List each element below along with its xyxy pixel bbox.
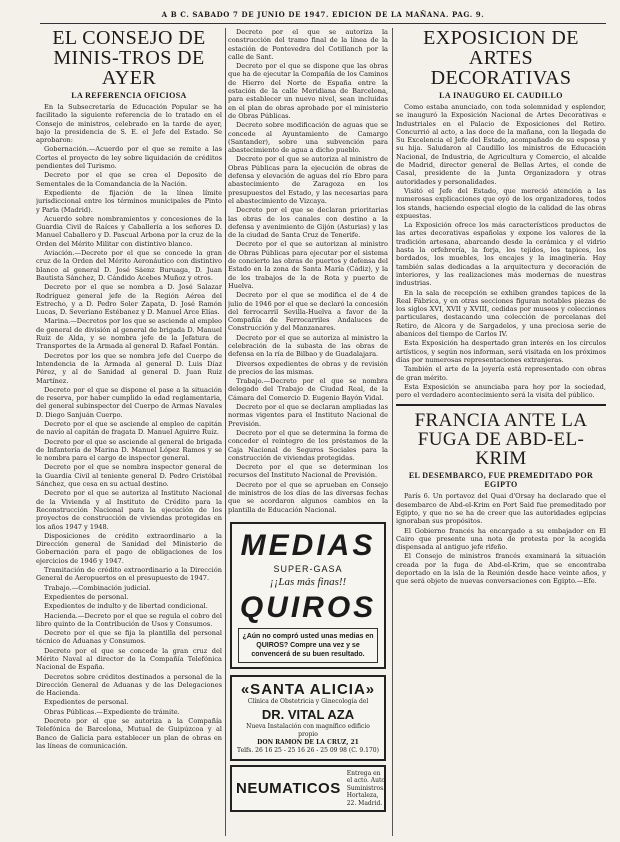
ad-neumaticos bbox=[230, 765, 386, 813]
section-divider bbox=[396, 404, 606, 406]
ad-slogan: ¡¡Las más finas!! bbox=[269, 575, 347, 588]
article-paragraph: Decreto por el que se asciende al empleo de capitán de navío al capitán de fragata D. Manuel Aguirre Ruiz. bbox=[36, 419, 222, 437]
article-paragraph: Decreto por el que se crea el Deposito de Sementales de la Comandancia de la Nación. bbox=[36, 171, 222, 188]
column-consejo bbox=[36, 28, 222, 836]
ad-neum-name: NEUMATICOS bbox=[236, 780, 341, 798]
ad-clinic-name: «SANTA ALICIA» bbox=[240, 680, 376, 698]
article-paragraph: Decreto por el que se declaran prioritarias las obras de los canales con destino a la defensa y avenimiento de Gijón (Asturias) y las de la ciudad de Santa Cruz de Tenerife. bbox=[228, 206, 388, 240]
ad-title: MEDIAS bbox=[240, 528, 376, 562]
article-paragraph: Expedientes de indulto y de libertad condicional. bbox=[44, 602, 208, 611]
article-body-exposicion bbox=[396, 103, 606, 399]
ad-clinic-line: Clínica de Obstetricia y Ginecología del bbox=[247, 697, 369, 705]
headline-consejo: EL CONSEJO DE MINIS-TROS DE AYER bbox=[52, 28, 206, 89]
article-paragraph: Expediente de fijación de la línea límite jurisdiccional entre los términos municipales de Pinto y Parla (Madrid). bbox=[36, 188, 222, 214]
article-paragraph: En la Subsecretaría de Educación Popular se ha facilitado la siguiente referencia de lo tratado en el Consejo de ministros, celebrado en la tarde de ayer, bajo la presidencia de S. E. el Jefe del Estado. Se aprobaron: bbox=[36, 103, 222, 145]
article-paragraph: Esta Exposición ha despertado gran interés en los círculos artísticos, y según nos informan, será visitada en los próximos días por numerosas representaciones extranjeras. bbox=[396, 339, 606, 364]
ad-neum-line: Entrega en el acto. Auto Suministros. bbox=[346, 769, 386, 792]
article-paragraph: La Exposición ofrece los más característicos productos de las artes decorativas españolas y expone los valores de la tradición artesana, abarcando desde la cerámica y el vidrio hasta la orfebrería, la forja, los tejidos, los tapices, los bordados, los muebles, los encajes y la imaginería. Hay también salas dedicadas a la arquitectura y decoración de interiores, y las realizaciones más modernas de nuestras industrias. bbox=[396, 221, 606, 288]
article-paragraph: También el arte de la joyería está representado con obras de gran mérito. bbox=[396, 365, 606, 382]
article-paragraph: Gobernación.—Acuerdo por el que se remite a las Cortes el proyecto de ley sobre liquidación de créditos pendientes del Turismo. bbox=[36, 145, 222, 171]
article-paragraph: Decreto por el que se nombra a D. José Salazar Rodríguez general jefe de la Región Aérea del Estrecho, y a D. Pedro Soler Zapata, D. José Ramón Lucas, D. Severiano Estébanez y D. Manuel Arce Elías. bbox=[36, 283, 222, 317]
ad-clinic-phones: Telfs. 26 16 25 - 25 16 26 - 25 09 98 (C. 9.170) bbox=[237, 746, 379, 754]
article-paragraph: Decreto por el que se autoriza al ministro la celebración de la subasta de las obras de defensa en la ría de Bilbao y de Guadalajara. bbox=[228, 333, 388, 359]
article-paragraph: Decreto por el que se autoriza la construcción del tramo final de la línea de la estación de Pontevedra del Cotillanch por la calle de Sant. bbox=[228, 28, 388, 61]
article-paragraph: Decreto por el que se autorizan al ministro de Obras Públicas para ejecutar por el sistema de concierto las obras de puertos y defensa del Estado en la zona de Santa María (Cádiz), y la de los trabajos de la de Rota y puerto de Huelva. bbox=[228, 240, 388, 290]
article-paragraph: Decreto por el que se nombra inspector general de la Guardia Civil al teniente general D. Pedro Cristóbal Sánchez, que cesa en su actual destino. bbox=[36, 463, 222, 489]
article-paragraph: Decreto por el que se dispone que las obras que ha de ejecutar la Compañía de los Caminos de Hierro del Norte de España entre la estación de la calle Meridiana de Barcelona, para establecer un nuevo nivel, sean incluidas en el plan de obras aprobado por el ministerio de Obras Públicas. bbox=[228, 62, 388, 120]
article-paragraph: Disposiciones de crédito extraordinario a la Dirección general de Sanidad del Ministerio de Gobernación para el pago de obligaciones de los ejercicios de 1946 y 1947. bbox=[36, 531, 222, 565]
article-paragraph: Decreto sobre modificación de aguas que se concede al Ayuntamiento de Camargo (Santander), sobre una subvención para abastecimiento de agua a dicho pueblo. bbox=[228, 121, 388, 155]
article-paragraph: Trabajo.—Decreto por el que se nombra delegado del Trabajo de Ciudad Real, de la Cámara del Comercio D. Eugenio Bayón Vidal. bbox=[228, 377, 388, 402]
article-paragraph: Decreto por el que se determina la forma de conceder el reintegro de los préstamos de la Caja Nacional de Seguros Sociales para la construcción de viviendas protegidas. bbox=[228, 428, 388, 462]
ad-clinic-line: Nueva Instalación con magnífico edificio propio bbox=[246, 722, 370, 738]
article-paragraph: Obras Públicas.—Expediente de trámite. bbox=[44, 707, 180, 716]
article-paragraph: Esta Exposición se anunciaba para hoy por la sociedad, pero el verdadero acontecimiento será la visita del público. bbox=[396, 382, 606, 400]
article-paragraph: El Gobierno francés ha encargado a su embajador en El Cairo que presente una nota de protesta por la acogida dispensada al antiguo jefe rifeño. bbox=[396, 526, 606, 552]
column-exposicion bbox=[396, 28, 606, 836]
article-body-francia bbox=[396, 492, 606, 585]
article-paragraph: Decretos por los que se nombra jefe del Cuerpo de Intendencia de la Armada al general D. Luis Díaz Pérez, y al de Sanidad al general D. Juan Ruiz Martínez. bbox=[36, 351, 222, 385]
article-paragraph: Marina.—Decretos por los que se asciende al empleo de general de división al general de brigada D. Manuel Ruiz de Alda, y se nombra jefe de la Jefatura de Transportes de la Armada al general D. Rafael Fontán. bbox=[36, 317, 222, 351]
article-paragraph: Trabajo.—Combinación judicial. bbox=[44, 583, 151, 592]
article-paragraph: Decreto por el que se asciende al general de brigada de Infantería de Marina D. Manuel López Ramos y se le nombra para el cargo de inspector general. bbox=[36, 437, 222, 463]
kicker-referencia: LA REFERENCIA OFICIOSA bbox=[71, 91, 187, 100]
column-decretos bbox=[228, 28, 388, 836]
article-paragraph: Decreto por el que se dispone el pase a la situación de reserva, por haber cumplido la edad reglamentaria, del general subinspector del Cuerpo de Armas Navales D. Diego Sanjuán Cuerpo. bbox=[36, 385, 222, 419]
article-paragraph: Decreto por el que se concede la gran cruz del Mérito Naval al director de la Compañía Telefónica Nacional de España. bbox=[36, 646, 222, 672]
ad-subtitle: SUPER-GASA bbox=[273, 563, 343, 574]
article-paragraph: Decreto por el que se declaran ampliadas las normas vigentes para el Instituto Nacional de Previsión. bbox=[228, 403, 388, 428]
kicker-desembarco: EL DESEMBARCO, FUE PREMEDITADO POR EGIPTO bbox=[408, 471, 594, 490]
article-paragraph: Decreto por el que se autoriza al ministro de Obras Públicas para la ejecución de obras de defensa y elevación de aguas del río Ebro para abastecimiento de Zaragoza en los presupuestos del Estado, y las necesarias para el abastecimiento de Vizcaya. bbox=[228, 155, 388, 205]
article-paragraph: París 6. Un portavoz del Quai d'Orsay ha declarado que el desembarco de Abd-el-Krim en Port Said fue premeditado por Egipto, y que no se ha de creer que las autoridades egipcias ignoraban sus propósitos. bbox=[396, 492, 606, 526]
article-paragraph: En la sala de recepción se exhiben grandes tapices de la Real Fábrica, y en otras secciones figuran notables piezas de los siglos XVI, XVII y XVIII, cedidas por museos y colecciones particulares, destacando una colección de porcelanas del Retiro, de Alcora y de Sargadelos, y una preciosa serie de abanicos del tiempo de Carlos IV. bbox=[396, 288, 606, 339]
article-paragraph: Decreto por el que se determinan los recursos del Instituto Nacional de Previsión. bbox=[228, 463, 388, 480]
headline-exposicion: EXPOSICION DE ARTES DECORATIVAS bbox=[423, 28, 579, 89]
ad-clinic-doctor: DR. VITAL AZA bbox=[261, 706, 355, 722]
article-paragraph: Como estaba anunciado, con toda solemnidad y esplendor, se inauguró la Exposición Nacional de Artes Decorativas e Industriales en el Palacio de Exposiciones del Retiro. Concurrió al acto, a las doce de la mañana, con la llegada de Su Excelencia el Jefe del Estado, acompañado de su esposa y su hija. Saludaron al Caudillo los ministros de Educación Nacional, de Industria, de Agricultura y Comercio, el alcalde de Madrid, director general de Bellas Artes, el conde de Casal, presidente de la Junta Organizadora y otras autoridades y personalidades. bbox=[396, 103, 606, 186]
column-rule bbox=[392, 28, 393, 836]
kicker-caudillo: LA INAUGURO EL CAUDILLO bbox=[439, 91, 563, 100]
ad-medias-quiros bbox=[230, 522, 386, 669]
article-paragraph: Hacienda.—Decreto por el que se regula el cobro del libro quinto de la Contribución de Usos y Consumos. bbox=[36, 611, 222, 628]
article-paragraph: Expedientes de personal. bbox=[44, 698, 129, 707]
article-paragraph: Tramitación de crédito extraordinario a la Dirección General de Aeropuertos en el presupuesto de 1947. bbox=[36, 566, 222, 583]
article-paragraph: Decreto por el que se fija la plantilla del personal técnico de Aduanas y Consumos. bbox=[36, 629, 222, 646]
article-paragraph: Diversos expedientes de obras y de revisión de precios de las mismas. bbox=[228, 359, 388, 376]
article-paragraph: Decreto por el que se modifica el de 4 de julio de 1946 por el que se declaró la concesión del ferrocarril Sevilla-Huelva a favor de la Compañía de Ferrocarriles Andaluces de Construcción y del Manzanares. bbox=[228, 291, 388, 333]
ad-clinic-address: DON RAMON DE LA CRUZ, 21 bbox=[257, 738, 359, 746]
article-paragraph: Decretos sobre créditos destinados a personal de la Dirección General de Aduanas y de las Delegaciones de Hacienda. bbox=[36, 672, 222, 698]
article-paragraph: Decreto por el que se autoriza al Instituto Nacional de la Vivienda y al Instituto de Crédito para la Reconstrucción Nacional para la ejecución de los proyectos de construcción de viviendas protegidas en los años 1947 y 1948. bbox=[36, 489, 222, 531]
article-paragraph: El Consejo de ministros francés examinará la situación creada por la fuga de Abd-el-Krim, que se encontraba deportado en la isla de la Reunión desde hace veinte años, y que será objeto de nuevas conversaciones con Egipto.—Efe. bbox=[396, 552, 606, 586]
article-body-decretos bbox=[228, 28, 388, 514]
article-paragraph: Acuerdo sobre nombramientos y concesiones de la Guardia Civil de Raíces y Caballería a los señores D. Manuel Caballero y D. Pascual Arbona por la cruz de la Orden del Mérito Militar con distintivo blanco. bbox=[36, 214, 222, 248]
article-paragraph: Aviación.—Decreto por el que se concede la gran cruz de la Orden del Mérito Aeronáutico con distintivo blanco al general D. José Sáenz Buruaga, D. Juan Bautista Sánchez, D. Cándido Acebes Muñoz y otros. bbox=[36, 249, 222, 282]
column-rule bbox=[225, 28, 226, 836]
ad-neum-line: Hortaleza, 22. Madrid. bbox=[346, 792, 383, 807]
article-paragraph: Decreto por el que se autoriza a la Compañía Telefónica de Barcelona, Mutual de Guipúzcoa y al Banco de Galicia para establecer un plan de obras en las líneas de comunicación. bbox=[36, 717, 222, 750]
article-body-consejo bbox=[36, 103, 222, 750]
article-paragraph: Decreto por el que se aprueban en Consejo de ministros de los días de las diversas fechas que se acordaron algunos cambios en la plantilla de Educación Nacional. bbox=[228, 480, 388, 514]
page-header: A B C. SABADO 7 DE JUNIO DE 1947. EDICION DE LA MAÑANA. PAG. 9. bbox=[40, 10, 606, 24]
ad-brand: QUIROS bbox=[239, 590, 377, 624]
article-paragraph: Expedientes de personal. bbox=[44, 592, 129, 601]
article-paragraph: Visitó el Jefe del Estado, que mereció atención a las numerosas explicaciones que oyó de los organizadores, todos los stands, haciendo especial elogio de la calidad de las obras expuestas. bbox=[396, 186, 606, 220]
headline-francia: FRANCIA ANTE LA FUGA DE ABD-EL-KRIM bbox=[414, 410, 588, 470]
ad-santa-alicia bbox=[230, 675, 386, 761]
ad-note: ¿Aún no compró usted unas medias en QUIROS? Compre una vez y se convencerá de su buen resultado. bbox=[238, 628, 378, 663]
